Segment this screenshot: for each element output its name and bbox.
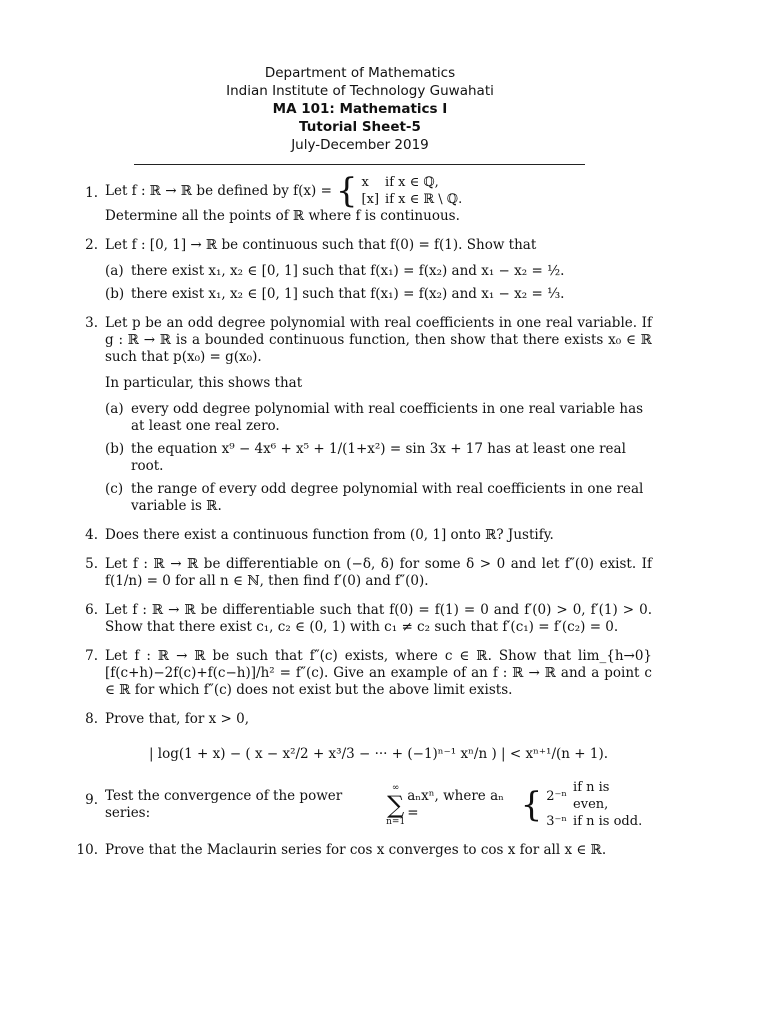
problem-text: Let f : ℝ → ℝ be differentiable on (−δ, δ) for some δ > 0 and let f″(0) exist. If f(1/n) = 0 for all n ∈ ℕ, then find f′(0) and f″(0). — [105, 556, 652, 589]
sum-lower-limit: n=1 — [386, 816, 406, 827]
problem-4 — [0, 527, 768, 544]
case-value: [x] — [361, 192, 380, 207]
series-term: aₙxⁿ, where aₙ = — [407, 787, 504, 821]
sub-label: (a) — [105, 401, 124, 417]
problem-number: 9. — [85, 792, 98, 808]
problem-number: 3. — [85, 315, 98, 331]
sigma-glyph: ∑ — [387, 790, 405, 819]
problem-text: Prove that, for x > 0, — [105, 711, 250, 727]
problem-text: Let f : ℝ → ℝ be such that f″(c) exists, where c ∈ ℝ. Show that lim_{h→0} [f(c+h)−2f(c)+f(c−h)]/h² = f″(c). Give an example of an f : ℝ → ℝ and a point c ∈ ℝ for which f″(c) does not exist but the above limit exists. — [105, 648, 652, 698]
brace-symbol: { — [520, 784, 543, 825]
sub-label: (b) — [105, 441, 125, 457]
case-condition: if x ∈ ℝ \ ℚ. — [385, 192, 463, 207]
course-title: MA 101: Mathematics I — [272, 101, 448, 117]
problem-text: Does there exist a continuous function from (0, 1] onto ℝ? Justify. — [105, 527, 554, 543]
case-condition: if x ∈ ℚ, — [385, 175, 439, 190]
problem-8 — [0, 711, 768, 763]
case-value: x — [361, 175, 369, 190]
sub-item — [105, 263, 652, 280]
problem-text: Let f : ℝ → ℝ be defined by f(x) = — [105, 182, 332, 199]
problem-3 — [0, 315, 768, 515]
problem-number: 8. — [85, 711, 98, 727]
problem-1 — [0, 171, 768, 225]
problem-9 — [0, 779, 768, 830]
sub-item — [105, 481, 652, 515]
sub-text: every odd degree polynomial with real coefficients in one real variable has at least one real zero. — [131, 401, 644, 434]
problem-6 — [0, 602, 768, 636]
problem-text: In particular, this shows that — [105, 375, 303, 391]
problem-number: 10. — [76, 842, 98, 858]
piecewise-cases — [362, 174, 469, 208]
case-condition: if n is odd. — [573, 814, 643, 829]
sub-label: (a) — [105, 263, 124, 279]
sub-text: there exist x₁, x₂ ∈ [0, 1] such that f(x₁) = f(x₂) and x₁ − x₂ = ½. — [131, 263, 565, 279]
document-header — [0, 64, 720, 154]
sub-item — [105, 401, 652, 435]
case-condition: if n is even, — [573, 780, 610, 812]
summation-symbol — [386, 783, 405, 827]
problem-text: Prove that the Maclaurin series for cos x converges to cos x for all x ∈ ℝ. — [105, 842, 607, 858]
sum-upper-limit: ∞ — [391, 782, 400, 793]
term: July-December 2019 — [291, 137, 429, 153]
sub-item — [105, 441, 652, 475]
sheet-title: Tutorial Sheet-5 — [299, 119, 421, 135]
problem-text: Let f : ℝ → ℝ be differentiable such that f(0) = f(1) = 0 and f′(0) > 0, f′(1) > 0. Show that there exist c₁, c₂ ∈ (0, 1) with c₁ ≠ c₂ such that f′(c₁) = f′(c₂) = 0. — [105, 602, 652, 635]
institute-name: Indian Institute of Technology Guwahati — [226, 83, 494, 99]
problem-number: 4. — [85, 527, 98, 543]
problem-text: Let p be an odd degree polynomial with real coefficients in one real variable. If g : ℝ → ℝ is a bounded continuous function, then show that there exists x₀ ∈ ℝ such that p(x₀) = g(x₀). — [105, 315, 652, 365]
piecewise-cases — [546, 779, 652, 830]
sub-text: there exist x₁, x₂ ∈ [0, 1] such that f(x₁) = f(x₂) and x₁ − x₂ = ⅓. — [131, 286, 565, 302]
problem-10 — [0, 842, 768, 859]
sub-text: the range of every odd degree polynomial with real coefficients in one real variable is ℝ. — [131, 481, 644, 514]
case-value: 2⁻ⁿ — [546, 788, 568, 804]
problem-7 — [0, 648, 768, 699]
problem-2 — [0, 237, 768, 303]
problem-number: 2. — [85, 237, 98, 253]
sub-label: (c) — [105, 481, 124, 497]
case-value: 3⁻ⁿ — [546, 814, 568, 829]
brace-symbol: { — [335, 171, 358, 211]
sub-item — [105, 286, 652, 303]
problem-text: Test the convergence of the power series: — [105, 787, 343, 821]
problem-list — [0, 171, 768, 871]
sub-text: the equation x⁹ − 4x⁶ + x⁵ + 1/(1+x²) = sin 3x + 17 has at least one real root. — [131, 441, 626, 474]
problem-5 — [0, 556, 768, 590]
display-formula: | log(1 + x) − ( x − x²/2 + x³/3 − ··· + (−1)ⁿ⁻¹ xⁿ/n ) | < xⁿ⁺¹/(n + 1). — [148, 746, 609, 762]
department-name: Department of Mathematics — [264, 65, 456, 81]
problem-number: 6. — [85, 602, 98, 618]
problem-number: 1. — [85, 185, 98, 201]
problem-number: 7. — [85, 648, 98, 664]
problem-number: 5. — [85, 556, 98, 572]
header-divider — [134, 164, 585, 165]
sub-label: (b) — [105, 286, 125, 302]
problem-text: Determine all the points of ℝ where f is continuous. — [105, 208, 460, 224]
problem-text: Let f : [0, 1] → ℝ be continuous such that f(0) = f(1). Show that — [105, 237, 537, 253]
